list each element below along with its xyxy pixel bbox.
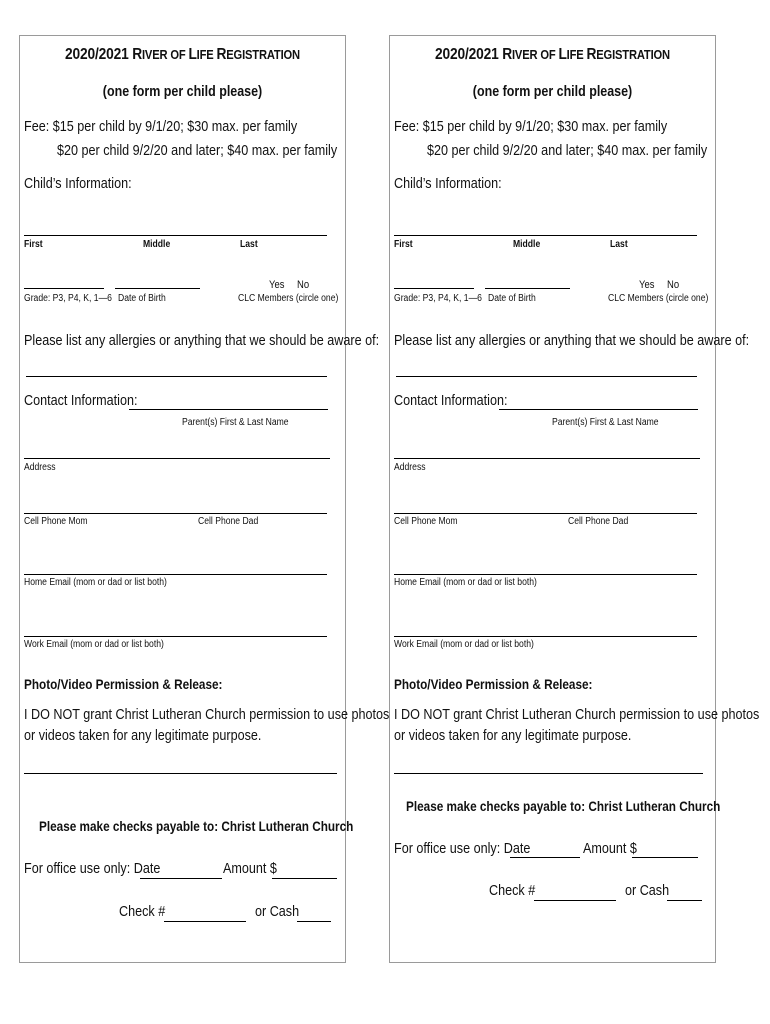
no-option[interactable]: No (667, 279, 680, 291)
dob-label: Date of Birth (488, 293, 536, 304)
form-subtitle: (one form per child please) (102, 84, 263, 100)
grade-line[interactable] (24, 288, 104, 289)
no-option[interactable]: No (297, 279, 310, 291)
fee-line-1: Fee: $15 per child by 9/1/20; $30 max. per family (24, 118, 298, 135)
grade-label: Grade: P3, P4, K, 1—6 (24, 293, 112, 304)
cash-line[interactable] (667, 900, 702, 901)
parents-line[interactable] (129, 409, 328, 410)
allergies-line[interactable] (396, 376, 697, 377)
fee-line-1: Fee: $15 per child by 9/1/20; $30 max. per family (394, 118, 668, 135)
allergies-label: Please list any allergies or anything that we should be aware of: (394, 332, 750, 349)
cell-dad-label: Cell Phone Dad (198, 516, 259, 527)
photo-line-1: I DO NOT grant Christ Lutheran Church permission to use photos (24, 706, 390, 723)
last-label: Last (610, 239, 628, 250)
photo-line-1: I DO NOT grant Christ Lutheran Church permission to use photos (394, 706, 760, 723)
clc-label: CLC Members (circle one) (238, 293, 339, 304)
contact-label: Contact Information: (394, 392, 508, 409)
form-title: 2020/2021 RIVER OF LIFE REGISTRATION (435, 46, 670, 63)
allergies-line[interactable] (26, 376, 327, 377)
work-email-line[interactable] (24, 636, 327, 637)
photo-heading: Photo/Video Permission & Release: (24, 676, 223, 692)
signature-line[interactable] (394, 773, 703, 774)
parents-label: Parent(s) First & Last Name (552, 417, 659, 428)
dob-line[interactable] (485, 288, 570, 289)
check-number-label: Check # (489, 882, 536, 899)
cell-dad-label: Cell Phone Dad (568, 516, 629, 527)
parents-line[interactable] (499, 409, 698, 410)
dob-label: Date of Birth (118, 293, 166, 304)
grade-line[interactable] (394, 288, 474, 289)
address-label: Address (394, 462, 426, 473)
fee-line-2: $20 per child 9/2/20 and later; $40 max. per family (427, 142, 708, 159)
fee-line-2: $20 per child 9/2/20 and later; $40 max. per family (57, 142, 338, 159)
home-email-label: Home Email (mom or dad or list both) (394, 577, 537, 588)
cell-phone-line[interactable] (24, 513, 327, 514)
middle-label: Middle (143, 239, 171, 250)
address-line[interactable] (394, 458, 700, 459)
home-email-line[interactable] (394, 574, 697, 575)
cell-phone-line[interactable] (394, 513, 697, 514)
registration-form-right (389, 35, 760, 963)
address-label: Address (24, 462, 56, 473)
last-label: Last (240, 239, 258, 250)
office-amount-line[interactable] (632, 857, 698, 858)
work-email-label: Work Email (mom or dad or list both) (24, 639, 164, 650)
child-name-line[interactable] (24, 235, 327, 236)
check-number-line[interactable] (164, 921, 246, 922)
yes-option[interactable]: Yes (639, 279, 655, 291)
cash-line[interactable] (297, 921, 331, 922)
home-email-line[interactable] (24, 574, 327, 575)
form-subtitle: (one form per child please) (472, 84, 633, 100)
first-label: First (394, 239, 413, 250)
child-info-label: Child’s Information: (394, 175, 502, 192)
contact-label: Contact Information: (24, 392, 138, 409)
middle-label: Middle (513, 239, 541, 250)
office-date-line[interactable] (140, 878, 222, 879)
or-cash-label: or Cash (625, 882, 670, 899)
checks-payable: Please make checks payable to: Christ Lutheran Church (406, 798, 721, 814)
registration-form-left (19, 35, 390, 963)
work-email-line[interactable] (394, 636, 697, 637)
photo-heading: Photo/Video Permission & Release: (394, 676, 593, 692)
check-number-line[interactable] (534, 900, 616, 901)
cell-mom-label: Cell Phone Mom (24, 516, 88, 527)
cell-mom-label: Cell Phone Mom (394, 516, 458, 527)
work-email-label: Work Email (mom or dad or list both) (394, 639, 534, 650)
or-cash-label: or Cash (255, 903, 300, 920)
checks-payable: Please make checks payable to: Christ Lutheran Church (39, 818, 354, 834)
child-name-line[interactable] (394, 235, 697, 236)
office-amount-line[interactable] (272, 878, 337, 879)
allergies-label: Please list any allergies or anything that we should be aware of: (24, 332, 380, 349)
dob-line[interactable] (115, 288, 200, 289)
yes-option[interactable]: Yes (269, 279, 285, 291)
photo-line-2: or videos taken for any legitimate purpose. (394, 727, 632, 744)
photo-line-2: or videos taken for any legitimate purpose. (24, 727, 262, 744)
check-number-label: Check # (119, 903, 166, 920)
clc-label: CLC Members (circle one) (608, 293, 709, 304)
first-label: First (24, 239, 43, 250)
address-line[interactable] (24, 458, 330, 459)
office-amount-label: Amount $ (223, 860, 277, 877)
form-title: 2020/2021 RIVER OF LIFE REGISTRATION (65, 46, 300, 63)
signature-line[interactable] (24, 773, 337, 774)
office-date-line[interactable] (510, 857, 580, 858)
office-date-label: For office use only: Date (24, 860, 161, 877)
office-amount-label: Amount $ (583, 840, 637, 857)
child-info-label: Child’s Information: (24, 175, 132, 192)
office-date-label: For office use only: Date (394, 840, 531, 857)
home-email-label: Home Email (mom or dad or list both) (24, 577, 167, 588)
grade-label: Grade: P3, P4, K, 1—6 (394, 293, 482, 304)
parents-label: Parent(s) First & Last Name (182, 417, 289, 428)
